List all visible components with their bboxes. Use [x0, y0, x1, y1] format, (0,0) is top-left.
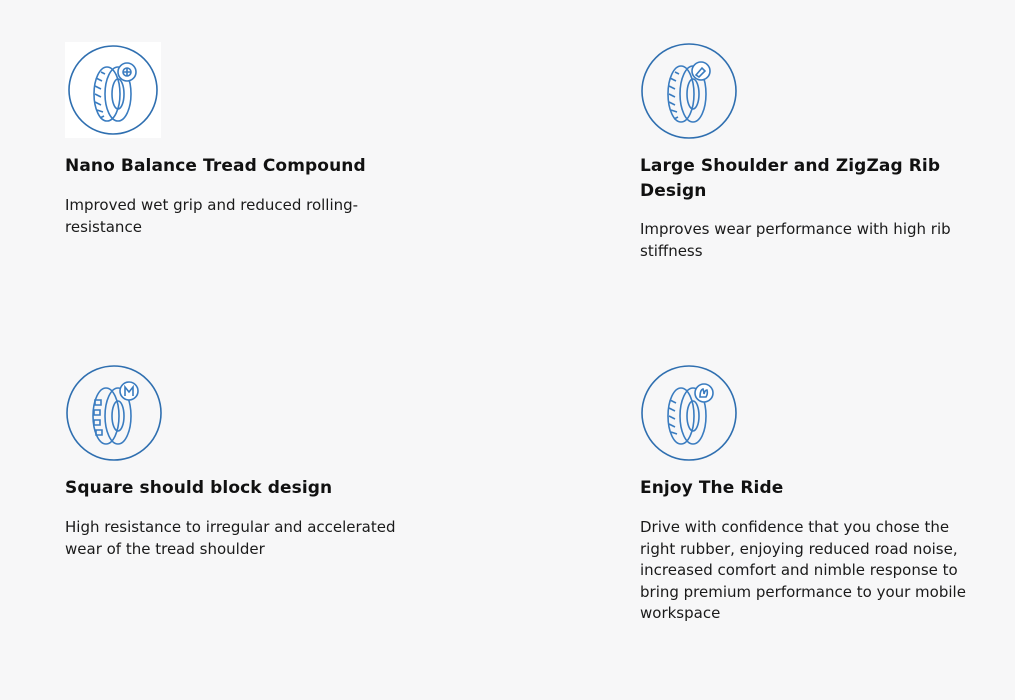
- feature-title: Square should block design: [65, 478, 333, 498]
- tire-block-icon: [65, 364, 163, 462]
- tire-balance-icon: [65, 42, 161, 138]
- feature-card: [65, 42, 410, 236]
- feature-description: Improves wear performance with high rib stiffness: [640, 220, 951, 260]
- feature-card: [640, 42, 985, 260]
- tire-comfort-icon: [640, 364, 738, 462]
- feature-description: Drive with confidence that you chose the right rubber, enjoying reduced road noise, increased comfort and nimble response to bring premium performance to your mobile workspace: [640, 518, 966, 622]
- feature-description: Improved wet grip and reduced rolling-resistance: [65, 196, 359, 236]
- feature-title: Large Shoulder and ZigZag Rib Design: [640, 156, 941, 201]
- feature-title: Nano Balance Tread Compound: [65, 156, 366, 176]
- feature-card: [640, 364, 985, 622]
- feature-title: Enjoy The Ride: [640, 478, 784, 498]
- feature-card: [65, 364, 410, 558]
- feature-description: High resistance to irregular and accelerated wear of the tread shoulder: [65, 518, 396, 558]
- tire-shoulder-icon: [640, 42, 738, 140]
